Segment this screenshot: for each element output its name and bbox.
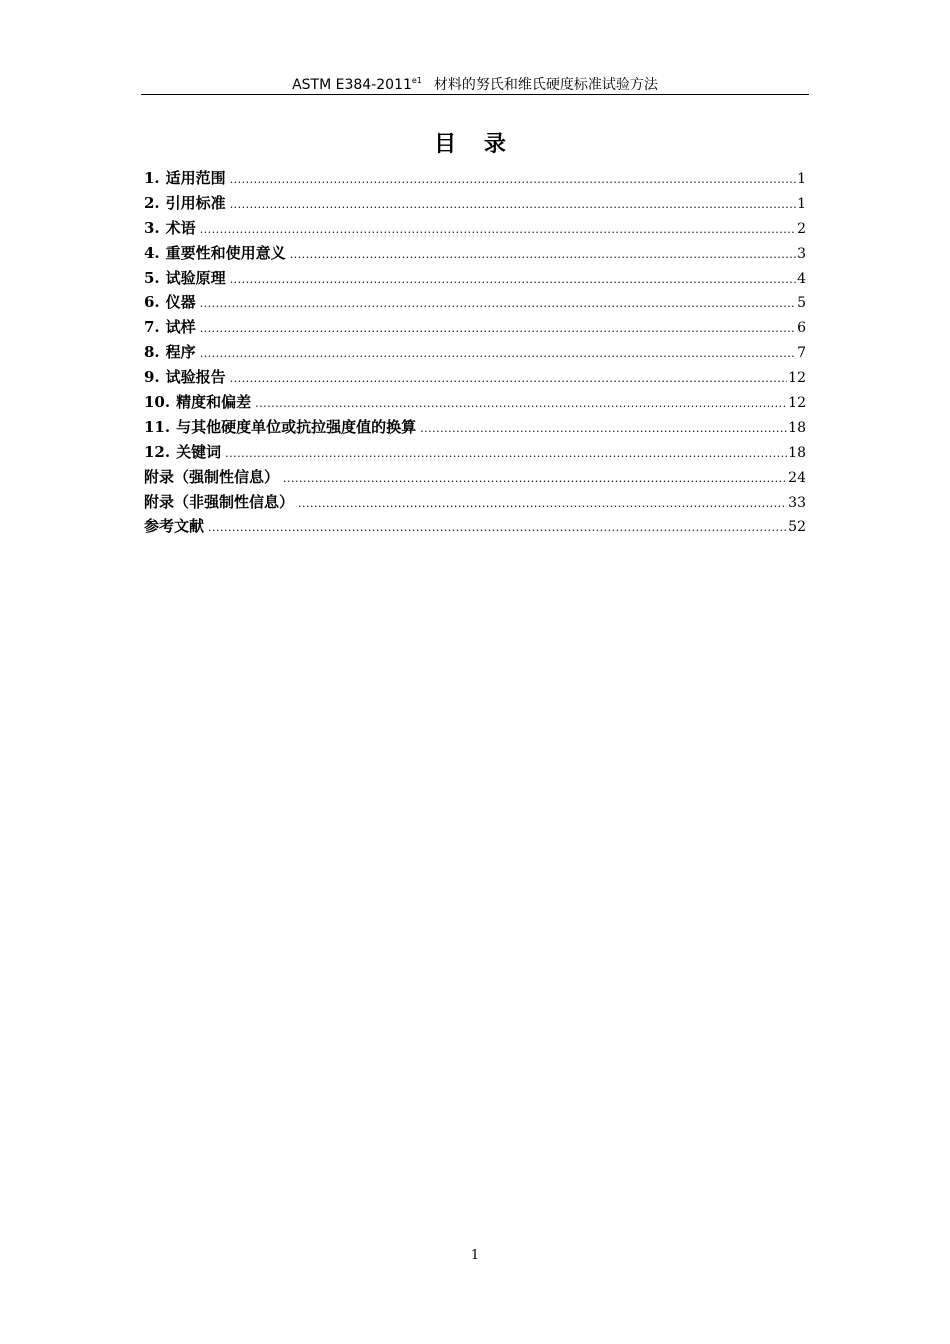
- toc-entry-page: 6: [797, 320, 806, 337]
- dot-leader: [230, 367, 787, 392]
- toc-entry-page: 5: [797, 295, 806, 312]
- toc-entry-page: 18: [788, 419, 806, 436]
- toc-entry[interactable]: [144, 191, 806, 216]
- header-doc-title: 材料的努氏和维氏硬度标准试验方法: [433, 77, 658, 93]
- dot-leader: [200, 292, 796, 317]
- toc-entry-label: 关键词: [176, 442, 222, 461]
- toc-title: 目 录: [434, 132, 516, 157]
- toc-entry[interactable]: [144, 241, 806, 266]
- dot-leader: [230, 268, 796, 293]
- toc-entry-number: 2.: [144, 193, 160, 212]
- toc-entry-page: 12: [788, 370, 806, 387]
- toc-entry-label: 仪器: [165, 293, 196, 312]
- toc-entry-number: 5.: [144, 268, 160, 287]
- toc-entry-label: 程序: [165, 343, 196, 362]
- toc-entry[interactable]: [144, 315, 806, 340]
- toc-entry-label: 试验报告: [165, 368, 226, 387]
- toc-entry-label: 与其他硬度单位或抗拉强度值的换算: [176, 417, 417, 436]
- toc-entry[interactable]: [144, 216, 806, 241]
- toc-entry[interactable]: [144, 365, 806, 390]
- page-number: 1: [470, 1248, 480, 1263]
- toc-entry[interactable]: [144, 290, 806, 315]
- toc-entry-label: 精度和偏差: [176, 393, 252, 412]
- toc-entry-page: 1: [797, 195, 806, 212]
- dot-leader: [230, 193, 796, 218]
- toc-entry-label: 参考文献: [144, 517, 205, 536]
- toc-entry-page: 4: [797, 270, 806, 287]
- toc-entry-number: 1.: [144, 169, 160, 187]
- toc-entry[interactable]: [144, 490, 806, 515]
- toc-entry-label: 适用范围: [165, 169, 226, 187]
- toc-entry-page: 52: [788, 519, 806, 536]
- dot-leader: [290, 243, 796, 268]
- dot-leader: [200, 218, 796, 243]
- dot-leader: [255, 392, 787, 417]
- toc-entry[interactable]: [144, 514, 806, 539]
- toc-entry-page: 24: [788, 469, 806, 486]
- toc-entry[interactable]: [144, 415, 806, 440]
- table-of-contents: [144, 166, 806, 539]
- toc-entry[interactable]: [144, 390, 806, 415]
- toc-entry-label: 试样: [165, 318, 196, 337]
- dot-leader: [225, 442, 787, 467]
- dot-leader: [420, 417, 787, 442]
- toc-entry-number: 12.: [144, 442, 171, 461]
- toc-entry-number: 10.: [144, 393, 171, 412]
- toc-entry-number: 11.: [144, 417, 171, 436]
- toc-entry-label: 引用标准: [165, 193, 226, 212]
- toc-entry-page: 3: [797, 245, 806, 262]
- toc-entry-label: 附录（非强制性信息）: [144, 492, 295, 511]
- toc-entry-number: 6.: [144, 293, 160, 312]
- toc-entry[interactable]: [144, 340, 806, 365]
- toc-entry-number: 7.: [144, 318, 160, 337]
- toc-entry-page: 12: [788, 395, 806, 412]
- page-header: [141, 70, 809, 95]
- toc-entry-label: 术语: [165, 218, 196, 237]
- toc-entry-label: 试验原理: [165, 268, 226, 287]
- toc-entry-number: 9.: [144, 368, 160, 387]
- toc-entry-number: 4.: [144, 243, 160, 262]
- toc-entry-page: 2: [797, 220, 806, 237]
- toc-entry-label: 重要性和使用意义: [165, 243, 286, 262]
- toc-entry[interactable]: [144, 266, 806, 291]
- dot-leader: [200, 342, 796, 367]
- toc-entry[interactable]: [144, 166, 806, 191]
- header-doc-code: ASTM E384-2011: [292, 77, 412, 93]
- dot-leader: [283, 467, 787, 492]
- header-doc-code-sup: e1: [411, 76, 422, 85]
- toc-entry-page: 1: [797, 171, 806, 187]
- toc-entry[interactable]: [144, 440, 806, 465]
- toc-entry-number: 3.: [144, 218, 160, 237]
- toc-entry-label: 附录（强制性信息）: [144, 467, 280, 486]
- toc-entry-page: 18: [788, 444, 806, 461]
- toc-entry-page: 33: [788, 494, 806, 511]
- dot-leader: [208, 516, 787, 541]
- toc-entry-number: 8.: [144, 343, 160, 362]
- toc-entry-page: 7: [797, 345, 806, 362]
- toc-entry[interactable]: [144, 465, 806, 490]
- dot-leader: [200, 317, 796, 342]
- dot-leader: [298, 492, 787, 517]
- dot-leader: [230, 168, 796, 193]
